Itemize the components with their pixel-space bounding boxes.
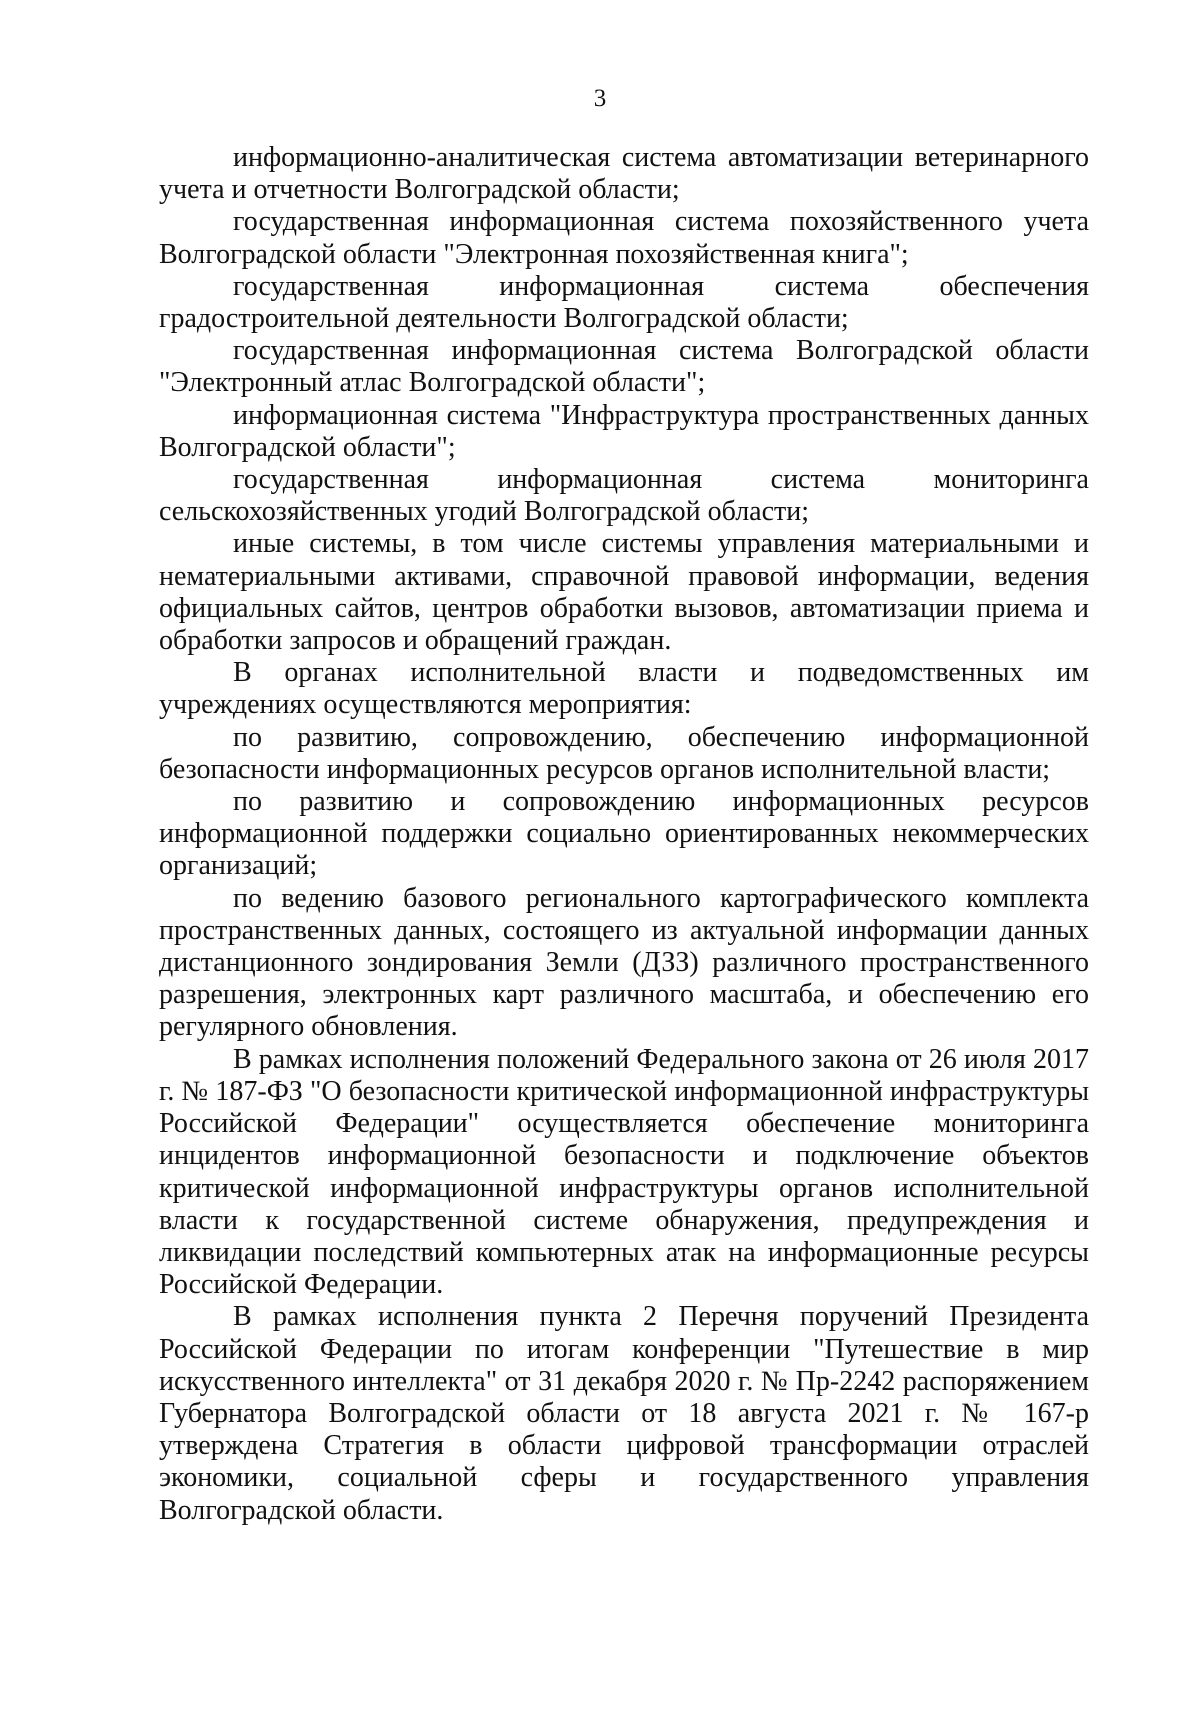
paragraph: иные системы, в том числе системы управления материальными и нематериальными активами, справочной правовой информации, ведения официальных сайтов, центров обработки вызовов, автоматизации приема и обработки запросов и обращений граждан. — [159, 528, 1089, 657]
paragraph: В рамках исполнения положений Федерального закона от 26 июля 2017 г. № 187-ФЗ "О безопасности критической информационной инфраструктуры Российской Федерации" осуществляется обеспечение мониторинга инцидентов информационной безопасности и подключение объектов критической информационной инфраструктуры органов исполнительной власти к государственной системе обнаружения, предупреждения и ликвидации последствий компьютерных атак на информационные ресурсы Российской Федерации. — [159, 1043, 1089, 1301]
paragraph: государственная информационная система Волгоградской области "Электронный атлас Волгоградской области"; — [159, 335, 1089, 399]
paragraph: по ведению базового регионального картографического комплекта пространственных данных, состоящего из актуальной информации данных дистанционного зондирования Земли (ДЗЗ) различного пространственного разрешения, электронных карт различного масштаба, и обеспечению его регулярного обновления. — [159, 882, 1089, 1043]
document-body — [159, 142, 1089, 1527]
paragraph: государственная информационная система похозяйственного учета Волгоградской области "Электронная похозяйственная книга"; — [159, 206, 1089, 270]
paragraph: информационная система "Инфраструктура пространственных данных Волгоградской области"; — [159, 399, 1089, 463]
paragraph: государственная информационная система обеспечения градостроительной деятельности Волгоградской области; — [159, 270, 1089, 335]
paragraph: по развитию и сопровождению информационных ресурсов информационной поддержки социально ориентированных некоммерческих организаций; — [159, 786, 1089, 882]
paragraph: информационно-аналитическая система автоматизации ветеринарного учета и отчетности Волгоградской области; — [159, 142, 1089, 206]
paragraph: В органах исполнительной власти и подведомственных им учреждениях осуществляются мероприятия: — [159, 657, 1089, 721]
paragraph: государственная информационная система мониторинга сельскохозяйственных угодий Волгоградской области; — [159, 464, 1089, 528]
paragraph: по развитию, сопровождению, обеспечению информационной безопасности информационных ресурсов органов исполнительной власти; — [159, 721, 1089, 785]
paragraph: В рамках исполнения пункта 2 Перечня поручений Президента Российской Федерации по итогам конференции "Путешествие в мир искусственного интеллекта" от 31 декабря 2020 г. № Пр-2242 распоряжением Губернатора Волгоградской области от 18 августа 2021 г. № 167-р утверждена Стратегия в области цифровой трансформации отраслей экономики, социальной сферы и государственного управления Волгоградской области. — [159, 1301, 1089, 1526]
page-number: 3 — [593, 85, 607, 112]
